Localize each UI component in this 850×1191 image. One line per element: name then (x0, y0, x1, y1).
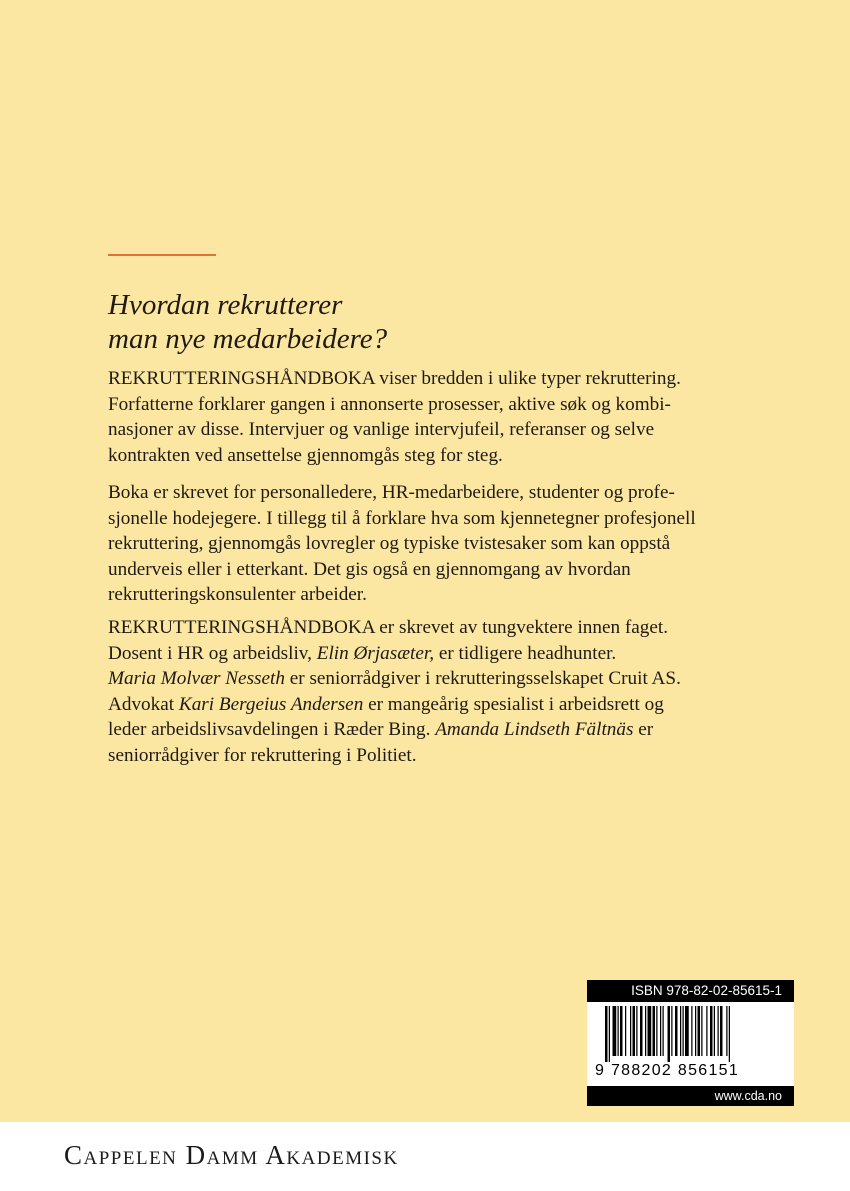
isbn-barcode (587, 980, 794, 1106)
text-line: underveis eller i etterkant. Det gis også en gjennomgang av hvordan (108, 558, 631, 580)
text-line: sjonelle hodejegere. I tillegg til å forklare hva som kjennetegner profesjonell (108, 507, 696, 529)
barcode-bar (698, 1006, 701, 1056)
text-line (108, 692, 748, 718)
paragraph-intro (108, 366, 748, 468)
text-line: nasjoner av disse. Intervjuer og vanlige intervjufeil, referanser og selve (108, 419, 655, 441)
text-line: kontrakten ved ansettelse gjennomgås steg for steg. (108, 444, 503, 466)
footer-band (0, 1122, 850, 1191)
barcode-bar (605, 1006, 608, 1062)
barcode-bar (706, 1006, 707, 1056)
text-line (108, 641, 748, 667)
barcode-digits: 9 788202 856151 (595, 1062, 740, 1079)
barcode-bar (645, 1006, 646, 1056)
barcode-bar (685, 1006, 689, 1056)
author-name: Elin Ørjasæter, (316, 642, 435, 664)
barcode-bar (613, 1006, 617, 1056)
barcode-bar (648, 1006, 652, 1056)
barcode-bar (668, 1006, 671, 1062)
barcode-bar (609, 1006, 610, 1062)
text-line (108, 666, 748, 692)
heading-line-1: Hvordan rekrutterer (108, 289, 343, 321)
author-name: Kari Bergeius Andersen (178, 693, 364, 715)
barcode-bar (714, 1006, 715, 1056)
barcode-bar (675, 1006, 678, 1056)
barcode-bars (595, 1006, 785, 1062)
barcode-bar (691, 1006, 692, 1056)
publisher-logo: Cappelen Damm Akademisk (64, 1140, 399, 1170)
heading-line-2: man nye medarbeidere? (108, 323, 388, 355)
barcode-bar (640, 1006, 643, 1056)
barcode-bar (618, 1006, 619, 1056)
text-segment: er mangeårig spesialist i arbeidsrett og (363, 693, 664, 715)
text-line: rekruttering, gjennomgås lovregler og typiske tvistesaker som kan oppstå (108, 533, 671, 555)
barcode-bar (653, 1006, 656, 1056)
author-name: Amanda Lindseth Fältnäs (435, 719, 634, 741)
barcode-bar (718, 1006, 719, 1056)
barcode-bar (633, 1006, 636, 1056)
barcode-bar (720, 1006, 723, 1056)
publisher-website: www.cda.no (587, 1086, 794, 1106)
isbn-label: ISBN 978-82-02-85615-1 (587, 980, 794, 1002)
back-cover-heading (108, 288, 748, 356)
text-line (108, 717, 748, 743)
text-line: Boka er skrevet for personalledere, HR-medarbeidere, studenter og profe- (108, 482, 675, 503)
text-segment: er tidligere headhunter. (434, 642, 617, 664)
text-line: Forfatterne forklarer gangen i annonserte prosesser, aktive søk og kombi- (108, 393, 671, 415)
barcode-bar (726, 1006, 727, 1056)
text-segment: Dosent i HR og arbeidsliv, (108, 642, 317, 664)
paragraph-audience (108, 480, 748, 608)
text-segment: Advokat (108, 693, 179, 715)
barcode-bar (701, 1006, 702, 1056)
barcode-bar (636, 1006, 637, 1056)
barcode-bar (625, 1006, 626, 1056)
barcode-bar (695, 1006, 696, 1056)
author-name: Maria Molvær Nesseth (108, 668, 285, 690)
text-segment: leder arbeidslivsavdelingen i Ræder Bing. (108, 719, 436, 741)
barcode-bar (683, 1006, 684, 1056)
accent-rule (108, 254, 216, 256)
text-line: REKRUTTERINGSHÅNDBOKA er skrevet av tungvektere innen faget. (108, 617, 669, 638)
text-line: seniorrådgiver for rekruttering i Politiet. (108, 744, 417, 766)
text-segment: er (633, 719, 654, 741)
barcode-bar (680, 1006, 681, 1056)
text-segment: er seniorrådgiver i rekrutteringsselskapet Cruit AS. (284, 668, 681, 690)
barcode-bar (710, 1006, 713, 1056)
barcode-bar (671, 1006, 672, 1056)
barcode-bar (660, 1006, 661, 1056)
barcode-bar (656, 1006, 657, 1056)
text-line: rekrutteringskonsulenter arbeider. (108, 584, 367, 606)
barcode-bar (620, 1006, 623, 1056)
text-line: REKRUTTERINGSHÅNDBOKA viser bredden i ulike typer rekruttering. (108, 368, 681, 389)
barcode-bar (630, 1006, 631, 1056)
barcode-bar (729, 1006, 730, 1062)
barcode-bar (663, 1006, 664, 1056)
paragraph-authors (108, 615, 748, 769)
